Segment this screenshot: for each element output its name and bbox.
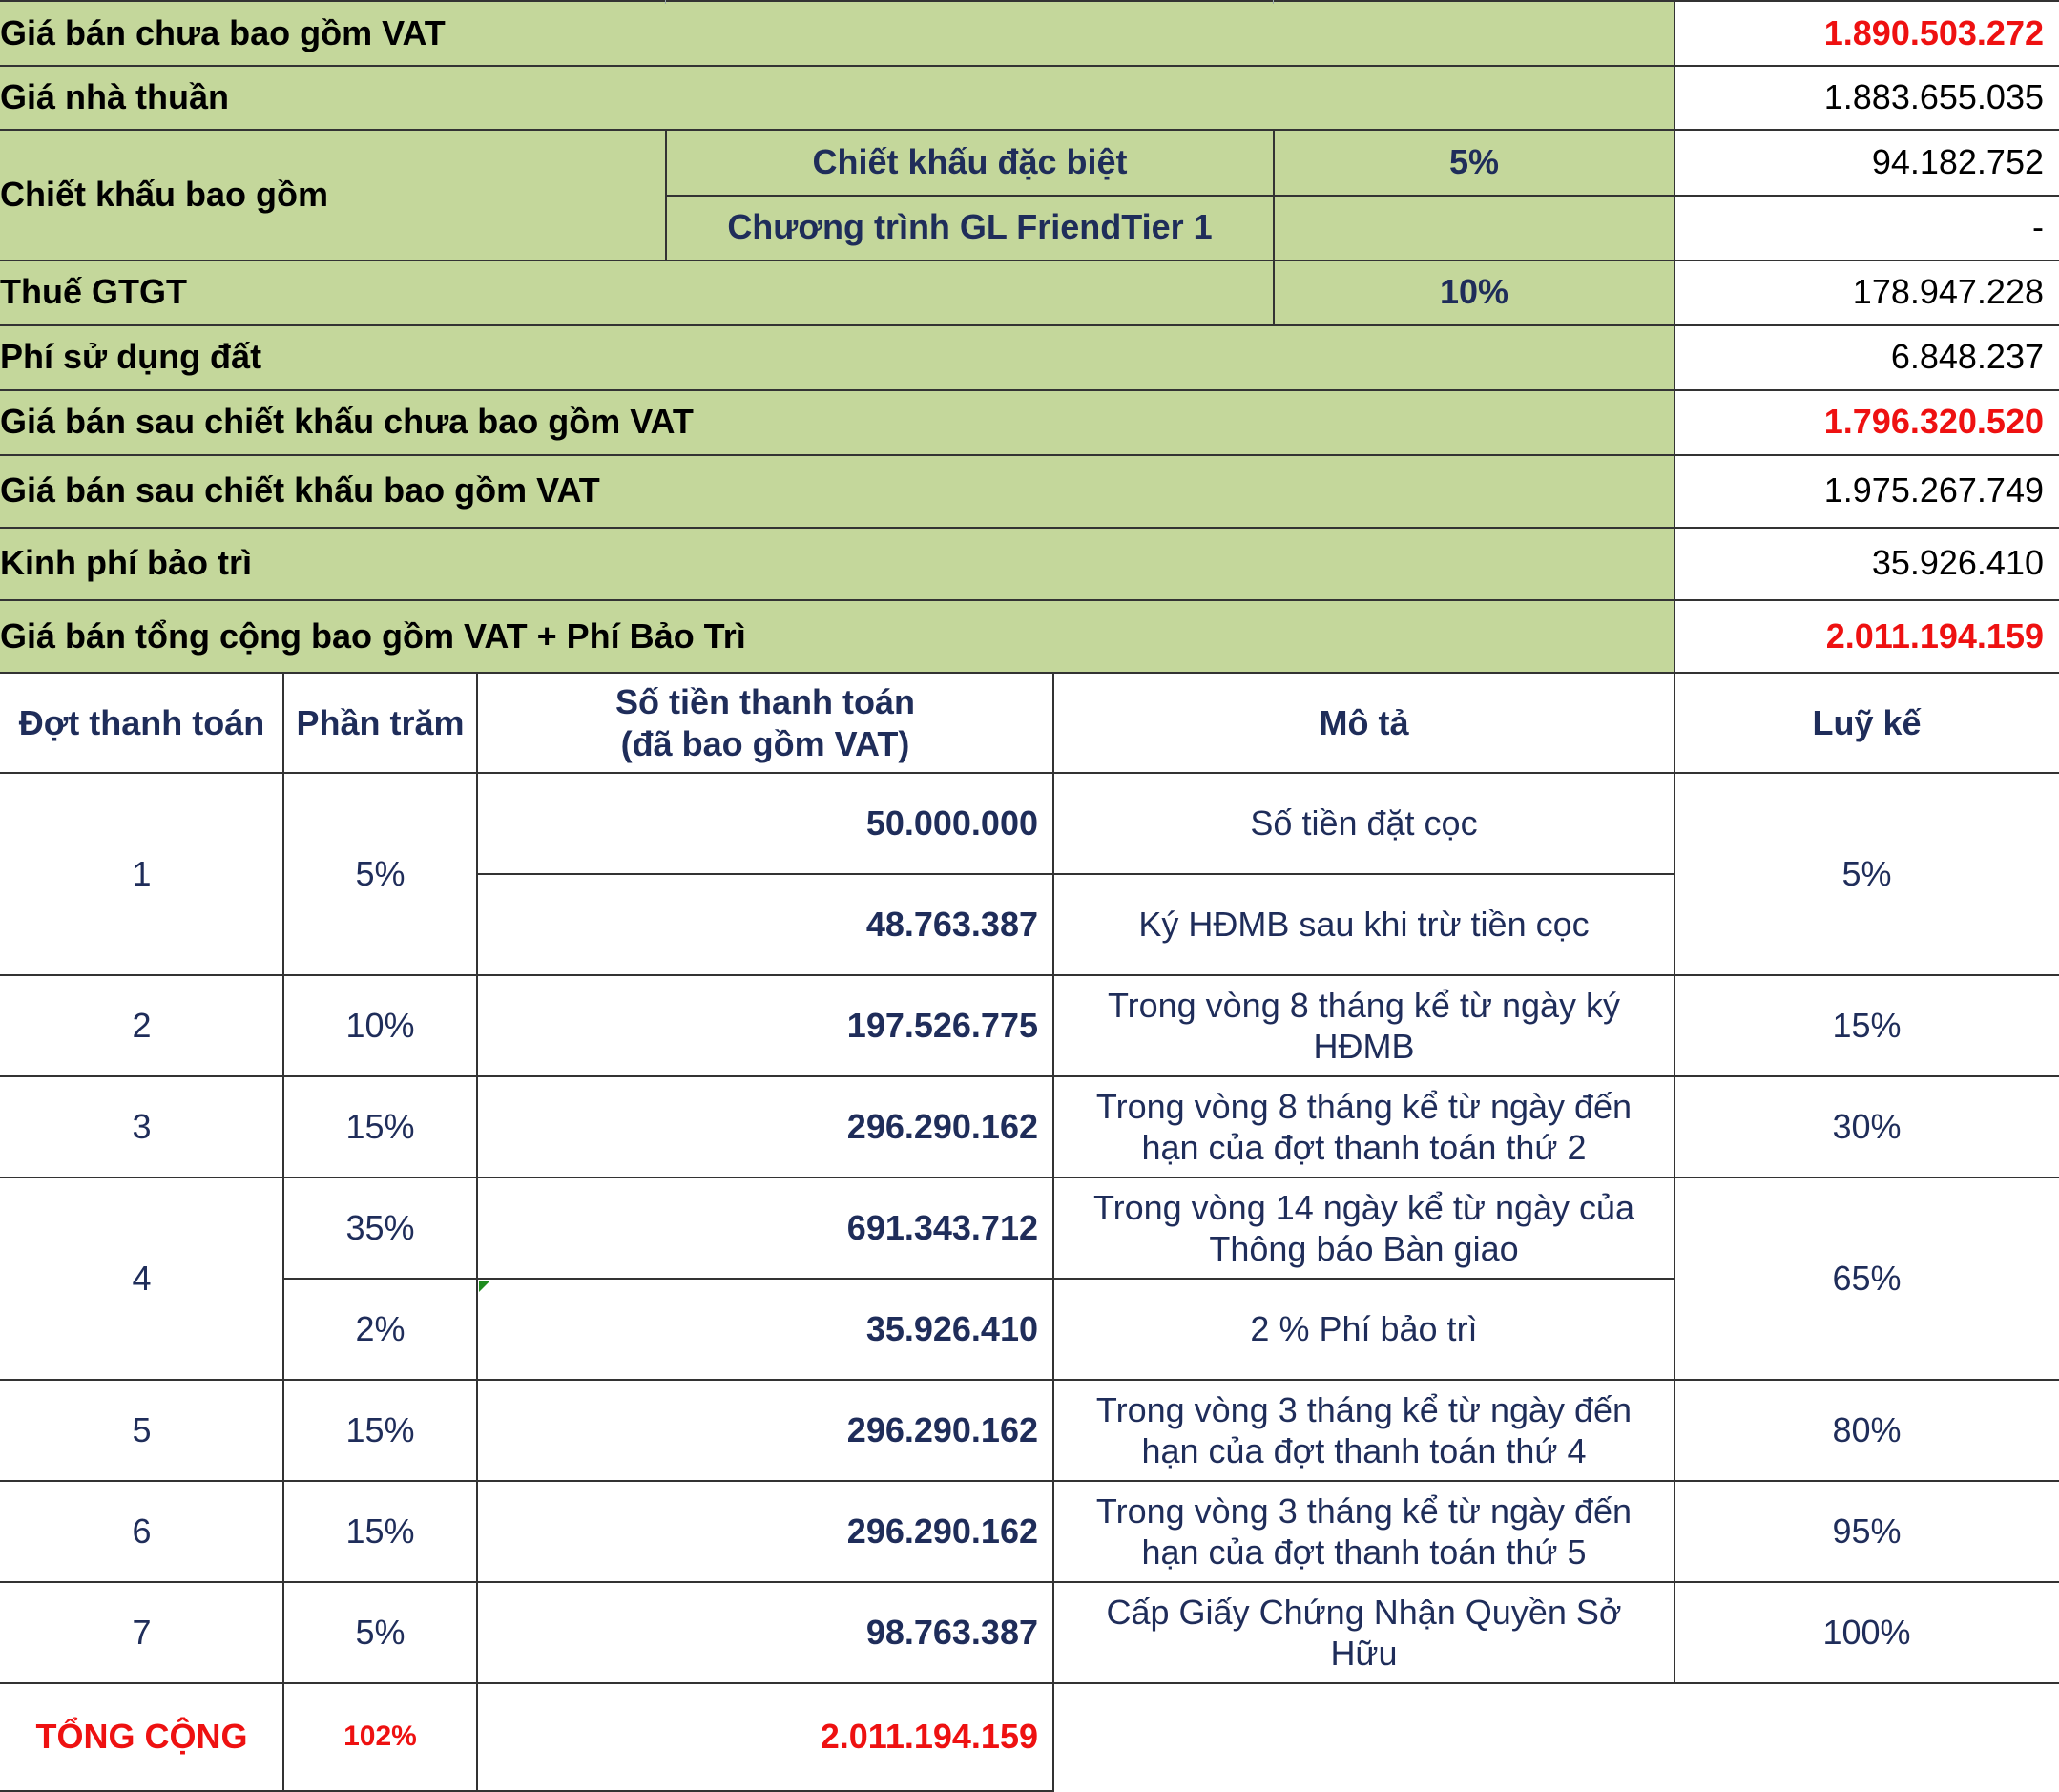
special-discount-value: 94.182.752	[1871, 141, 2044, 181]
grid-line	[665, 0, 666, 4]
row2-desc: Trong vòng 8 tháng kể từ ngày ký HĐMB	[1107, 985, 1621, 1066]
grid-line	[0, 672, 2059, 674]
grid-line	[0, 1379, 2059, 1381]
grid-line	[476, 673, 478, 1792]
grid-line	[283, 1278, 1674, 1280]
header-installment: Đợt thanh toán	[18, 702, 265, 742]
grand-total-label: Giá bán tổng cộng bao gồm VAT + Phí Bảo Trì	[0, 615, 746, 656]
grid-line	[665, 129, 667, 260]
row7-cumulative: 100%	[1822, 1613, 1911, 1653]
grid-line	[1273, 129, 1275, 324]
row5-cumulative: 80%	[1832, 1410, 1902, 1450]
net-price-label: Giá nhà thuần	[0, 76, 230, 116]
row4-percent-maintenance: 2%	[355, 1309, 406, 1349]
row4-cumulative: 65%	[1832, 1259, 1902, 1299]
grid-line	[1273, 0, 1274, 4]
total-percent: 102%	[343, 1720, 417, 1752]
program-discount-value: -	[2032, 207, 2044, 247]
grid-line	[0, 129, 2059, 131]
grid-line	[0, 454, 2059, 456]
row6-amount: 296.290.162	[846, 1511, 1038, 1552]
row6-percent: 15%	[345, 1511, 415, 1552]
total-label: TỔNG CỘNG	[35, 1717, 248, 1757]
after-discount-excl-vat-label: Giá bán sau chiết khấu chưa bao gồm VAT	[0, 402, 694, 442]
row3-amount: 296.290.162	[846, 1107, 1038, 1147]
land-fee-label: Phí sử dụng đất	[0, 337, 262, 377]
grid-line	[0, 0, 2059, 2]
grid-line	[1674, 0, 1675, 673]
row1-desc-contract: Ký HĐMB sau khi trừ tiền cọc	[1138, 905, 1590, 945]
cell-error-indicator	[479, 1281, 490, 1292]
row7-desc: Cấp Giấy Chứng Nhận Quyền Sở Hữu	[1106, 1592, 1622, 1673]
vat-label: Thuế GTGT	[0, 272, 187, 312]
row1-installment: 1	[132, 854, 152, 894]
grid-line	[0, 260, 2059, 261]
grid-line	[0, 1581, 2059, 1583]
row3-percent: 15%	[345, 1107, 415, 1147]
row3-installment: 3	[132, 1107, 152, 1147]
row4-installment: 4	[132, 1259, 152, 1299]
grid-line	[0, 772, 2059, 774]
price-excl-vat-label: Giá bán chưa bao gồm VAT	[0, 13, 446, 53]
row6-installment: 6	[132, 1511, 152, 1552]
row6-desc: Trong vòng 3 tháng kể từ ngày đến hạn của đợt thanh toán thứ 5	[1095, 1490, 1633, 1572]
grid-line	[0, 527, 2059, 529]
row5-installment: 5	[132, 1410, 152, 1450]
land-fee-value: 6.848.237	[1890, 337, 2044, 377]
grid-line	[0, 1682, 2059, 1684]
maintenance-fee-label: Kinh phí bảo trì	[0, 543, 252, 583]
row3-cumulative: 30%	[1832, 1107, 1902, 1147]
row4-desc-maintenance: 2 % Phí bảo trì	[1250, 1309, 1478, 1349]
grid-line	[1052, 673, 1054, 1792]
grand-total-value: 2.011.194.159	[1825, 615, 2044, 656]
row7-percent: 5%	[355, 1613, 406, 1653]
header-amount-line1: Số tiền thanh toán	[615, 682, 915, 722]
total-amount: 2.011.194.159	[820, 1717, 1038, 1757]
grid-line	[0, 1480, 2059, 1482]
row5-amount: 296.290.162	[846, 1410, 1038, 1450]
header-amount	[477, 673, 1053, 773]
header-description: Mô tả	[1319, 702, 1409, 742]
grid-line	[0, 389, 2059, 391]
header-percent: Phần trăm	[296, 702, 465, 742]
grid-line	[0, 1177, 2059, 1178]
price-excl-vat-value: 1.890.503.272	[1823, 13, 2044, 53]
row1-amount-contract: 48.763.387	[865, 905, 1038, 945]
program-discount-rate	[1274, 195, 1674, 260]
grid-line	[0, 1075, 2059, 1077]
row4-desc-handover: Trong vòng 14 ngày kể từ ngày của Thông báo Bàn giao	[1092, 1187, 1635, 1268]
header-cumulative: Luỹ kế	[1812, 702, 1922, 742]
row6-cumulative: 95%	[1832, 1511, 1902, 1552]
row4-percent-handover: 35%	[345, 1208, 415, 1248]
row7-installment: 7	[132, 1613, 152, 1653]
net-price-value: 1.883.655.035	[1823, 76, 2044, 116]
row1-cumulative: 5%	[1841, 854, 1892, 894]
row2-cumulative: 15%	[1832, 1006, 1902, 1046]
row4-amount-maintenance: 35.926.410	[865, 1309, 1038, 1349]
grid-line	[477, 873, 1674, 875]
grid-line	[666, 195, 2059, 197]
grid-line	[1674, 673, 1675, 1684]
program-discount-label: Chương trình GL FriendTier 1	[727, 207, 1213, 247]
grid-line	[0, 599, 2059, 601]
maintenance-fee-value: 35.926.410	[1871, 543, 2044, 583]
vat-rate: 10%	[1439, 272, 1509, 312]
special-discount-label: Chiết khấu đặc biệt	[812, 141, 1128, 181]
row2-amount: 197.526.775	[846, 1006, 1038, 1046]
row4-amount-handover: 691.343.712	[846, 1208, 1038, 1248]
grid-line	[0, 324, 2059, 326]
row3-desc: Trong vòng 8 tháng kể từ ngày đến hạn của đợt thanh toán thứ 2	[1095, 1086, 1633, 1167]
row2-installment: 2	[132, 1006, 152, 1046]
row2-percent: 10%	[345, 1006, 415, 1046]
after-discount-incl-vat-value: 1.975.267.749	[1823, 470, 2044, 511]
discount-label: Chiết khấu bao gồm	[0, 174, 329, 214]
vat-value: 178.947.228	[1852, 272, 2044, 312]
row1-amount-deposit: 50.000.000	[865, 803, 1038, 844]
row1-percent: 5%	[355, 854, 406, 894]
grid-line	[0, 65, 2059, 67]
header-amount-line2: (đã bao gồm VAT)	[620, 723, 910, 763]
row7-amount: 98.763.387	[865, 1613, 1038, 1653]
grid-line	[282, 673, 284, 1792]
after-discount-excl-vat-value: 1.796.320.520	[1823, 402, 2044, 442]
special-discount-rate: 5%	[1448, 141, 1500, 181]
after-discount-incl-vat-label: Giá bán sau chiết khấu bao gồm VAT	[0, 470, 600, 511]
row5-desc: Trong vòng 3 tháng kể từ ngày đến hạn của đợt thanh toán thứ 4	[1095, 1389, 1633, 1470]
grid-line	[0, 974, 2059, 976]
row1-desc-deposit: Số tiền đặt cọc	[1250, 803, 1478, 844]
row5-percent: 15%	[345, 1410, 415, 1450]
